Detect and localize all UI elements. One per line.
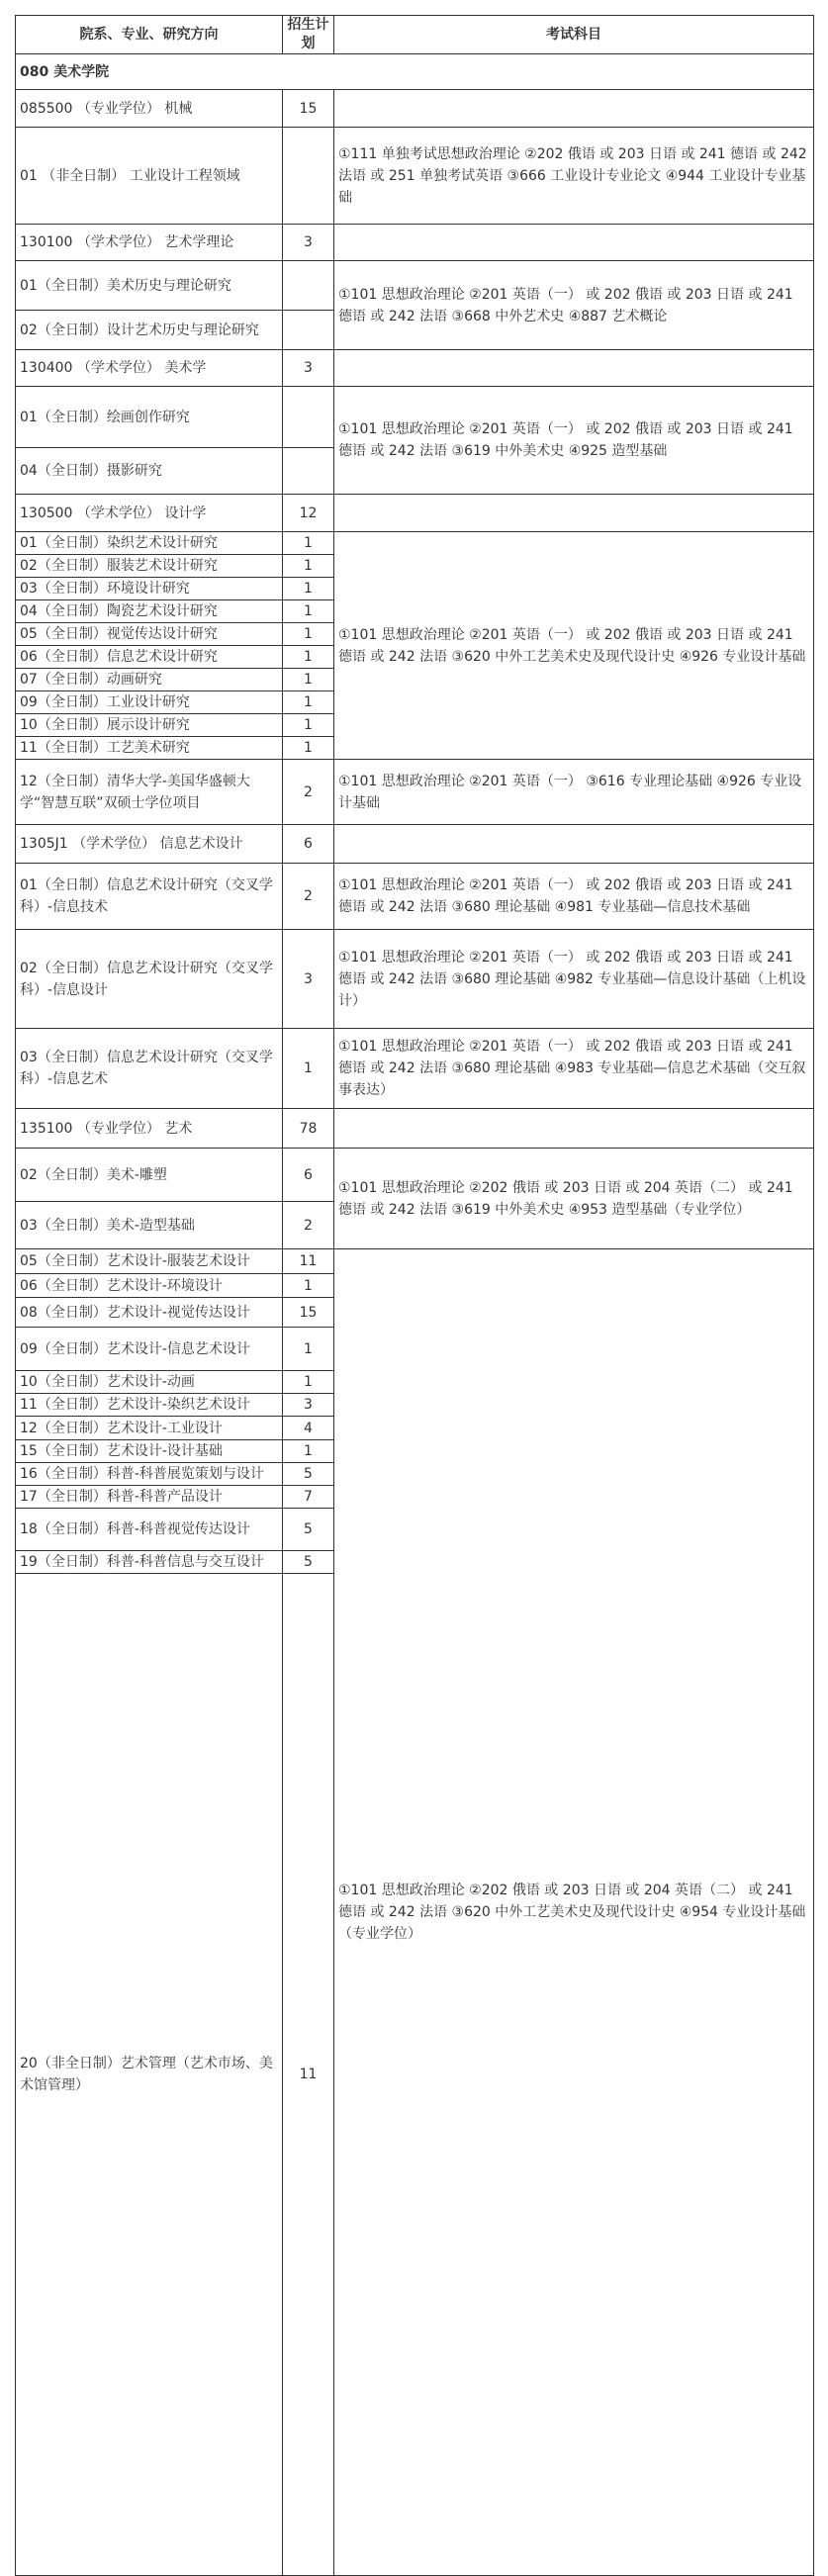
direction-name: 19（全日制）科普-科普信息与交互设计 <box>16 1551 283 1574</box>
direction-quota: 1 <box>283 646 334 669</box>
direction-name: 20（非全日制）艺术管理（艺术市场、美术馆管理） <box>16 1574 283 2576</box>
direction-name: 03（全日制）信息艺术设计研究（交叉学科）-信息艺术 <box>16 1029 283 1109</box>
direction-quota <box>283 387 334 448</box>
exam-subjects: ①101 思想政治理论 ②202 俄语 或 203 日语 或 204 英语（二） 或 241 德语 或 242 法语 ③620 中外工艺美术史及现代设计史 ④954 专业设计基础（专业学位） <box>334 1249 814 2576</box>
direction-row <box>16 930 814 1029</box>
table-header-row <box>16 16 814 54</box>
major-name: 135100 （专业学位） 艺术 <box>16 1109 283 1149</box>
direction-name: 01（全日制）染织艺术设计研究 <box>16 532 283 555</box>
direction-name: 01 （非全日制） 工业设计工程领域 <box>16 128 283 225</box>
direction-quota: 5 <box>283 1463 334 1486</box>
direction-quota: 1 <box>283 714 334 737</box>
header-quota-line2: 划 <box>301 36 316 51</box>
direction-name: 02（全日制）设计艺术历史与理论研究 <box>16 311 283 350</box>
major-name: 130500 （学术学位） 设计学 <box>16 495 283 532</box>
major-row <box>16 350 814 387</box>
direction-quota: 7 <box>283 1486 334 1509</box>
header-program: 院系、专业、研究方向 <box>16 16 283 54</box>
direction-quota: 1 <box>283 1371 334 1394</box>
header-quota-line1: 招生计 <box>287 17 329 33</box>
direction-name: 07（全日制）动画研究 <box>16 669 283 691</box>
direction-quota: 1 <box>283 532 334 555</box>
exam-subjects: ①101 思想政治理论 ②201 英语（一） 或 202 俄语 或 203 日语 或 241 德语 或 242 法语 ③619 中外美术史 ④925 造型基础 <box>334 387 814 495</box>
direction-name: 02（全日制）美术-雕塑 <box>16 1149 283 1202</box>
major-name: 085500 （专业学位） 机械 <box>16 90 283 128</box>
direction-row <box>16 1029 814 1109</box>
direction-name: 01（全日制）绘画创作研究 <box>16 387 283 448</box>
direction-quota: 1 <box>283 1440 334 1463</box>
exam-subjects: ①101 思想政治理论 ②201 英语（一） 或 202 俄语 或 203 日语 或 241 德语 或 242 法语 ③680 理论基础 ④983 专业基础—信息艺术基础（交互叙事表达） <box>334 1029 814 1109</box>
major-name: 130100 （学术学位） 艺术学理论 <box>16 225 283 261</box>
direction-name: 04（全日制）摄影研究 <box>16 448 283 495</box>
college-name: 080 美术学院 <box>16 54 814 90</box>
major-quota: 78 <box>283 1109 334 1149</box>
direction-name: 11（全日制）艺术设计-染织艺术设计 <box>16 1394 283 1417</box>
major-exam-empty <box>334 90 814 128</box>
major-quota: 12 <box>283 495 334 532</box>
direction-name: 05（全日制）艺术设计-服装艺术设计 <box>16 1249 283 1274</box>
major-quota: 6 <box>283 825 334 864</box>
direction-quota <box>283 128 334 225</box>
exam-subjects: ①101 思想政治理论 ②201 英语（一） 或 202 俄语 或 203 日语 或 241 德语 或 242 法语 ③680 理论基础 ④982 专业基础—信息设计基础（上机设计） <box>334 930 814 1029</box>
major-name: 1305J1 （学术学位） 信息艺术设计 <box>16 825 283 864</box>
direction-quota: 4 <box>283 1417 334 1440</box>
direction-name: 16（全日制）科普-科普展览策划与设计 <box>16 1463 283 1486</box>
direction-quota: 1 <box>283 669 334 691</box>
major-name: 130400 （学术学位） 美术学 <box>16 350 283 387</box>
direction-name: 12（全日制）艺术设计-工业设计 <box>16 1417 283 1440</box>
direction-quota: 1 <box>283 555 334 578</box>
direction-name: 10（全日制）艺术设计-动画 <box>16 1371 283 1394</box>
direction-quota: 3 <box>283 930 334 1029</box>
direction-name: 12（全日制）清华大学-美国华盛顿大学“智慧互联”双硕士学位项目 <box>16 760 283 825</box>
direction-row <box>16 261 814 311</box>
direction-row <box>16 864 814 930</box>
exam-subjects: ①101 思想政治理论 ②201 英语（一） 或 202 俄语 或 203 日语 或 241 德语 或 242 法语 ③668 中外艺术史 ④887 艺术概论 <box>334 261 814 350</box>
direction-name: 06（全日制）信息艺术设计研究 <box>16 646 283 669</box>
direction-name: 06（全日制）艺术设计-环境设计 <box>16 1274 283 1298</box>
direction-quota: 3 <box>283 1394 334 1417</box>
major-exam-empty <box>334 225 814 261</box>
direction-quota: 2 <box>283 1202 334 1249</box>
direction-quota <box>283 261 334 311</box>
major-exam-empty <box>334 1109 814 1149</box>
major-row <box>16 495 814 532</box>
major-quota: 15 <box>283 90 334 128</box>
header-exam: 考试科目 <box>334 16 814 54</box>
direction-quota: 5 <box>283 1509 334 1551</box>
major-exam-empty <box>334 350 814 387</box>
major-row <box>16 90 814 128</box>
direction-name: 17（全日制）科普-科普产品设计 <box>16 1486 283 1509</box>
header-quota <box>283 16 334 54</box>
direction-quota: 1 <box>283 623 334 646</box>
exam-subjects: ①101 思想政治理论 ②202 俄语 或 203 日语 或 204 英语（二） 或 241 德语 或 242 法语 ③619 中外美术史 ④953 造型基础（专业学位） <box>334 1149 814 1249</box>
direction-quota: 15 <box>283 1298 334 1328</box>
exam-subjects: ①111 单独考试思想政治理论 ②202 俄语 或 203 日语 或 241 德语 或 242 法语 或 251 单独考试英语 ③666 工业设计专业论文 ④944 工业设计专业基础 <box>334 128 814 225</box>
direction-name: 10（全日制）展示设计研究 <box>16 714 283 737</box>
college-row <box>16 54 814 90</box>
admission-table <box>15 15 814 2576</box>
direction-row <box>16 387 814 448</box>
direction-name: 15（全日制）艺术设计-设计基础 <box>16 1440 283 1463</box>
major-row <box>16 225 814 261</box>
direction-name: 01（全日制）信息艺术设计研究（交叉学科）-信息技术 <box>16 864 283 930</box>
direction-quota <box>283 311 334 350</box>
direction-quota: 1 <box>283 737 334 760</box>
direction-quota: 1 <box>283 1029 334 1109</box>
major-row <box>16 1109 814 1149</box>
direction-name: 01（全日制）美术历史与理论研究 <box>16 261 283 311</box>
direction-quota: 1 <box>283 578 334 600</box>
direction-quota: 6 <box>283 1149 334 1202</box>
direction-name: 09（全日制）工业设计研究 <box>16 691 283 714</box>
exam-subjects: ①101 思想政治理论 ②201 英语（一） 或 202 俄语 或 203 日语 或 241 德语 或 242 法语 ③620 中外工艺美术史及现代设计史 ④926 专业设计基础 <box>334 532 814 760</box>
direction-name: 18（全日制）科普-科普视觉传达设计 <box>16 1509 283 1551</box>
direction-quota: 1 <box>283 600 334 623</box>
direction-name: 04（全日制）陶瓷艺术设计研究 <box>16 600 283 623</box>
exam-subjects: ①101 思想政治理论 ②201 英语（一） 或 202 俄语 或 203 日语 或 241 德语 或 242 法语 ③680 理论基础 ④981 专业基础—信息技术基础 <box>334 864 814 930</box>
major-quota: 3 <box>283 225 334 261</box>
direction-quota: 11 <box>283 1574 334 2576</box>
direction-name: 03（全日制）美术-造型基础 <box>16 1202 283 1249</box>
direction-name: 08（全日制）艺术设计-视觉传达设计 <box>16 1298 283 1328</box>
direction-quota: 2 <box>283 760 334 825</box>
direction-quota: 1 <box>283 691 334 714</box>
direction-name: 02（全日制）信息艺术设计研究（交叉学科）-信息设计 <box>16 930 283 1029</box>
major-exam-empty <box>334 495 814 532</box>
direction-name: 09（全日制）艺术设计-信息艺术设计 <box>16 1328 283 1371</box>
direction-name: 05（全日制）视觉传达设计研究 <box>16 623 283 646</box>
direction-quota: 2 <box>283 864 334 930</box>
direction-name: 02（全日制）服装艺术设计研究 <box>16 555 283 578</box>
direction-name: 03（全日制）环境设计研究 <box>16 578 283 600</box>
direction-quota: 1 <box>283 1328 334 1371</box>
direction-row <box>16 128 814 225</box>
direction-quota: 1 <box>283 1274 334 1298</box>
exam-subjects: ①101 思想政治理论 ②201 英语（一） ③616 专业理论基础 ④926 专业设计基础 <box>334 760 814 825</box>
direction-name: 11（全日制）工艺美术研究 <box>16 737 283 760</box>
direction-row <box>16 1149 814 1202</box>
direction-row <box>16 532 814 555</box>
major-exam-empty <box>334 825 814 864</box>
direction-quota: 5 <box>283 1551 334 1574</box>
major-quota: 3 <box>283 350 334 387</box>
direction-row <box>16 760 814 825</box>
major-row <box>16 825 814 864</box>
direction-quota: 11 <box>283 1249 334 1274</box>
direction-quota <box>283 448 334 495</box>
direction-row <box>16 1249 814 1274</box>
